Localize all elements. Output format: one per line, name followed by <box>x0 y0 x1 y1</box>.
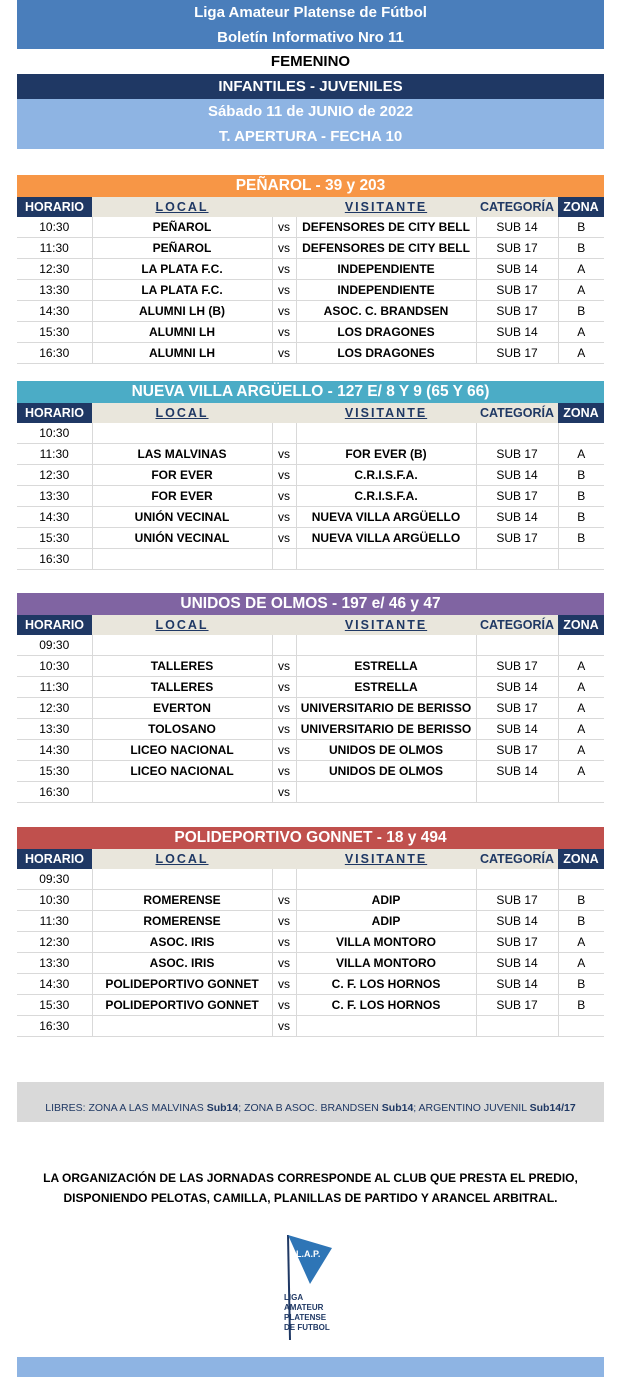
cell-zone: A <box>558 656 604 677</box>
flag-icon <box>288 1235 332 1284</box>
cell-category <box>476 635 558 656</box>
cell-category: SUB 14 <box>476 259 558 280</box>
header-visitante: VISITANTE <box>296 615 476 635</box>
cell-local: LA PLATA F.C. <box>92 259 272 280</box>
header-local: LOCAL <box>92 403 272 423</box>
table-row <box>17 465 604 486</box>
cell-vs: vs <box>272 698 296 719</box>
cell-visitor: INDEPENDIENTE <box>296 259 476 280</box>
cell-time: 14:30 <box>17 740 92 761</box>
cell-time: 11:30 <box>17 677 92 698</box>
cell-local: POLIDEPORTIVO GONNET <box>92 974 272 995</box>
cell-vs: vs <box>272 932 296 953</box>
table-row <box>17 528 604 549</box>
header-vs <box>272 197 296 217</box>
schedule-table <box>17 849 604 1037</box>
cell-vs: vs <box>272 217 296 238</box>
cell-category <box>476 1016 558 1037</box>
cell-local: LICEO NACIONAL <box>92 761 272 782</box>
header-categoria: CATEGORÍA <box>476 615 558 635</box>
venue-title: POLIDEPORTIVO GONNET - 18 y 494 <box>17 827 604 849</box>
table-row <box>17 656 604 677</box>
table-row <box>17 719 604 740</box>
header-horario: HORARIO <box>17 197 92 217</box>
cell-zone <box>558 423 604 444</box>
cell-visitor: DEFENSORES DE CITY BELL <box>296 217 476 238</box>
cell-time: 16:30 <box>17 549 92 570</box>
venue-section <box>17 175 604 364</box>
cell-time: 10:30 <box>17 890 92 911</box>
table-row <box>17 549 604 570</box>
table-header-row <box>17 849 604 869</box>
cell-category: SUB 17 <box>476 486 558 507</box>
cell-local: ROMERENSE <box>92 890 272 911</box>
cell-visitor: UNIDOS DE OLMOS <box>296 740 476 761</box>
venue-section <box>17 593 604 803</box>
cell-category: SUB 14 <box>476 465 558 486</box>
cell-category: SUB 17 <box>476 890 558 911</box>
table-row <box>17 677 604 698</box>
tournament-title: T. APERTURA - FECHA 10 <box>17 124 604 149</box>
cell-category: SUB 14 <box>476 974 558 995</box>
cell-zone: A <box>558 932 604 953</box>
cell-category: SUB 17 <box>476 444 558 465</box>
cell-vs: vs <box>272 280 296 301</box>
cell-time: 12:30 <box>17 465 92 486</box>
libres-text: ; ARGENTINO JUVENIL <box>413 1102 530 1114</box>
cell-time: 16:30 <box>17 1016 92 1037</box>
cell-visitor: C.R.I.S.F.A. <box>296 465 476 486</box>
cell-vs: vs <box>272 995 296 1016</box>
bulletin-title: Boletín Informativo Nro 11 <box>17 25 604 49</box>
cell-category <box>476 869 558 890</box>
cell-category: SUB 17 <box>476 280 558 301</box>
cell-zone: B <box>558 301 604 322</box>
organization-line: LA ORGANIZACIÓN DE LAS JORNADAS CORRESPONDE AL CLUB QUE PRESTA EL PREDIO, <box>43 1171 578 1185</box>
table-row <box>17 995 604 1016</box>
cell-zone: A <box>558 740 604 761</box>
footer-bar <box>17 1357 604 1377</box>
cell-local: PEÑAROL <box>92 238 272 259</box>
libres-bold: Sub14 <box>381 1102 414 1114</box>
cell-category: SUB 14 <box>476 719 558 740</box>
header-visitante: VISITANTE <box>296 197 476 217</box>
header-vs <box>272 615 296 635</box>
cell-vs: vs <box>272 656 296 677</box>
cell-time: 13:30 <box>17 280 92 301</box>
cell-category: SUB 14 <box>476 953 558 974</box>
cell-zone: A <box>558 444 604 465</box>
cell-time: 16:30 <box>17 782 92 803</box>
cell-vs: vs <box>272 343 296 364</box>
cell-local: LA PLATA F.C. <box>92 280 272 301</box>
cell-vs: vs <box>272 911 296 932</box>
cell-visitor: ASOC. C. BRANDSEN <box>296 301 476 322</box>
table-row <box>17 259 604 280</box>
table-row <box>17 301 604 322</box>
cell-zone <box>558 549 604 570</box>
cell-local <box>92 869 272 890</box>
cell-visitor <box>296 869 476 890</box>
cell-local <box>92 1016 272 1037</box>
cell-zone: A <box>558 259 604 280</box>
cell-vs: vs <box>272 486 296 507</box>
header-local: LOCAL <box>92 615 272 635</box>
cell-visitor: NUEVA VILLA ARGÜELLO <box>296 507 476 528</box>
table-row <box>17 343 604 364</box>
header-horario: HORARIO <box>17 849 92 869</box>
cell-zone: A <box>558 698 604 719</box>
table-row <box>17 911 604 932</box>
table-row <box>17 890 604 911</box>
cell-local: TALLERES <box>92 677 272 698</box>
cell-category: SUB 17 <box>476 932 558 953</box>
logo-line: DE FUTBOL <box>284 1323 330 1332</box>
cell-time: 15:30 <box>17 322 92 343</box>
table-row <box>17 507 604 528</box>
table-row <box>17 953 604 974</box>
header-categoria: CATEGORÍA <box>476 849 558 869</box>
cell-category: SUB 14 <box>476 322 558 343</box>
cell-category: SUB 17 <box>476 528 558 549</box>
cell-vs: vs <box>272 974 296 995</box>
cell-visitor: ADIP <box>296 911 476 932</box>
cell-zone: B <box>558 974 604 995</box>
cell-local: ASOC. IRIS <box>92 953 272 974</box>
header-vs <box>272 403 296 423</box>
cell-category: SUB 14 <box>476 217 558 238</box>
libres-text: ; ZONA B ASOC. BRANDSEN <box>238 1102 382 1114</box>
cell-zone <box>558 869 604 890</box>
cell-category <box>476 423 558 444</box>
cell-vs: vs <box>272 1016 296 1037</box>
table-header-row <box>17 197 604 217</box>
table-row <box>17 1016 604 1037</box>
cell-visitor: LOS DRAGONES <box>296 322 476 343</box>
cell-category: SUB 17 <box>476 656 558 677</box>
cell-time: 09:30 <box>17 635 92 656</box>
cell-local: ALUMNI LH <box>92 322 272 343</box>
cell-local: PEÑAROL <box>92 217 272 238</box>
cell-visitor: ESTRELLA <box>296 677 476 698</box>
cell-vs: vs <box>272 740 296 761</box>
cell-time: 15:30 <box>17 761 92 782</box>
schedule-table <box>17 403 604 570</box>
cell-time: 12:30 <box>17 259 92 280</box>
cell-visitor <box>296 549 476 570</box>
division-title: INFANTILES - JUVENILES <box>17 74 604 99</box>
category-title: FEMENINO <box>17 49 604 74</box>
cell-category: SUB 14 <box>476 677 558 698</box>
cell-vs: vs <box>272 528 296 549</box>
header-horario: HORARIO <box>17 615 92 635</box>
cell-local: ALUMNI LH (B) <box>92 301 272 322</box>
cell-local <box>92 635 272 656</box>
table-row <box>17 635 604 656</box>
table-row <box>17 698 604 719</box>
header-zona: ZONA <box>558 197 604 217</box>
cell-visitor: VILLA MONTORO <box>296 953 476 974</box>
cell-zone: B <box>558 911 604 932</box>
table-row <box>17 761 604 782</box>
cell-time: 11:30 <box>17 238 92 259</box>
cell-visitor <box>296 1016 476 1037</box>
cell-visitor: DEFENSORES DE CITY BELL <box>296 238 476 259</box>
cell-category: SUB 17 <box>476 995 558 1016</box>
table-row <box>17 974 604 995</box>
header-visitante: VISITANTE <box>296 403 476 423</box>
cell-visitor <box>296 423 476 444</box>
header-vs <box>272 849 296 869</box>
cell-time: 11:30 <box>17 911 92 932</box>
schedule-table <box>17 197 604 364</box>
cell-time: 10:30 <box>17 217 92 238</box>
table-row <box>17 238 604 259</box>
cell-vs: vs <box>272 444 296 465</box>
header-categoria: CATEGORÍA <box>476 403 558 423</box>
libres-note <box>17 1082 604 1122</box>
table-row <box>17 932 604 953</box>
cell-vs <box>272 423 296 444</box>
cell-time: 11:30 <box>17 444 92 465</box>
cell-local: UNIÓN VECINAL <box>92 507 272 528</box>
cell-category: SUB 17 <box>476 238 558 259</box>
cell-time: 12:30 <box>17 932 92 953</box>
header-local: LOCAL <box>92 849 272 869</box>
cell-vs <box>272 635 296 656</box>
venue-title: UNIDOS DE OLMOS - 197 e/ 46 y 47 <box>17 593 604 615</box>
table-header-row <box>17 403 604 423</box>
cell-vs: vs <box>272 301 296 322</box>
cell-time: 14:30 <box>17 974 92 995</box>
cell-vs: vs <box>272 953 296 974</box>
cell-time: 12:30 <box>17 698 92 719</box>
header-categoria: CATEGORÍA <box>476 197 558 217</box>
cell-zone: A <box>558 322 604 343</box>
cell-time: 13:30 <box>17 719 92 740</box>
cell-visitor: LOS DRAGONES <box>296 343 476 364</box>
cell-category: SUB 17 <box>476 740 558 761</box>
cell-visitor: ADIP <box>296 890 476 911</box>
logo-line: PLATENSE <box>284 1313 327 1322</box>
table-row <box>17 782 604 803</box>
cell-category <box>476 549 558 570</box>
cell-vs: vs <box>272 782 296 803</box>
cell-local: TALLERES <box>92 656 272 677</box>
cell-category: SUB 17 <box>476 698 558 719</box>
cell-visitor: C. F. LOS HORNOS <box>296 974 476 995</box>
cell-zone: B <box>558 995 604 1016</box>
cell-local: POLIDEPORTIVO GONNET <box>92 995 272 1016</box>
cell-local: FOR EVER <box>92 465 272 486</box>
cell-zone: B <box>558 238 604 259</box>
cell-vs: vs <box>272 322 296 343</box>
cell-vs: vs <box>272 761 296 782</box>
cell-visitor: C. F. LOS HORNOS <box>296 995 476 1016</box>
cell-vs: vs <box>272 465 296 486</box>
table-row <box>17 280 604 301</box>
cell-visitor: C.R.I.S.F.A. <box>296 486 476 507</box>
cell-visitor: UNIVERSITARIO DE BERISSO <box>296 719 476 740</box>
cell-zone: B <box>558 890 604 911</box>
cell-visitor: INDEPENDIENTE <box>296 280 476 301</box>
cell-zone <box>558 635 604 656</box>
cell-zone: B <box>558 465 604 486</box>
header-local: LOCAL <box>92 197 272 217</box>
cell-category <box>476 782 558 803</box>
cell-time: 13:30 <box>17 953 92 974</box>
cell-time: 15:30 <box>17 528 92 549</box>
cell-visitor: UNIDOS DE OLMOS <box>296 761 476 782</box>
cell-visitor: ESTRELLA <box>296 656 476 677</box>
table-row <box>17 486 604 507</box>
cell-time: 15:30 <box>17 995 92 1016</box>
cell-time: 14:30 <box>17 301 92 322</box>
table-header-row <box>17 615 604 635</box>
cell-visitor: UNIVERSITARIO DE BERISSO <box>296 698 476 719</box>
cell-time: 09:30 <box>17 869 92 890</box>
logo-line: AMATEUR <box>284 1303 324 1312</box>
logo-line: LIGA <box>284 1293 304 1302</box>
table-row <box>17 740 604 761</box>
cell-zone: A <box>558 677 604 698</box>
venue-section <box>17 827 604 1037</box>
cell-time: 13:30 <box>17 486 92 507</box>
cell-zone: B <box>558 217 604 238</box>
cell-zone <box>558 1016 604 1037</box>
libres-bold: Sub14/17 <box>529 1102 576 1114</box>
cell-local: LAS MALVINAS <box>92 444 272 465</box>
venue-title: NUEVA VILLA ARGÜELLO - 127 E/ 8 Y 9 (65 Y 66) <box>17 381 604 403</box>
libres-text: LIBRES: ZONA A LAS MALVINAS <box>45 1102 207 1114</box>
cell-vs: vs <box>272 259 296 280</box>
table-row <box>17 322 604 343</box>
cell-local: ROMERENSE <box>92 911 272 932</box>
cell-zone <box>558 782 604 803</box>
header-visitante: VISITANTE <box>296 849 476 869</box>
header-horario: HORARIO <box>17 403 92 423</box>
organization-note <box>17 1168 604 1208</box>
cell-vs: vs <box>272 507 296 528</box>
cell-local: UNIÓN VECINAL <box>92 528 272 549</box>
cell-zone: A <box>558 343 604 364</box>
logo-text <box>284 1293 330 1333</box>
cell-zone: A <box>558 953 604 974</box>
cell-local: TOLOSANO <box>92 719 272 740</box>
table-row <box>17 423 604 444</box>
cell-time: 16:30 <box>17 343 92 364</box>
cell-local: LICEO NACIONAL <box>92 740 272 761</box>
table-row <box>17 217 604 238</box>
logo-flag-text: L.A.P. <box>296 1249 321 1259</box>
cell-visitor <box>296 782 476 803</box>
cell-category: SUB 14 <box>476 761 558 782</box>
venue-section <box>17 381 604 570</box>
cell-category: SUB 14 <box>476 911 558 932</box>
table-row <box>17 444 604 465</box>
cell-zone: A <box>558 719 604 740</box>
league-title: Liga Amateur Platense de Fútbol <box>17 0 604 25</box>
cell-category: SUB 17 <box>476 301 558 322</box>
cell-zone: A <box>558 280 604 301</box>
cell-local <box>92 423 272 444</box>
cell-vs: vs <box>272 238 296 259</box>
cell-vs <box>272 869 296 890</box>
cell-local <box>92 549 272 570</box>
cell-zone: B <box>558 486 604 507</box>
cell-local: ASOC. IRIS <box>92 932 272 953</box>
cell-zone: B <box>558 528 604 549</box>
cell-visitor: VILLA MONTORO <box>296 932 476 953</box>
cell-zone: A <box>558 761 604 782</box>
cell-time: 10:30 <box>17 656 92 677</box>
header-zona: ZONA <box>558 849 604 869</box>
cell-time: 14:30 <box>17 507 92 528</box>
header-zona: ZONA <box>558 403 604 423</box>
cell-local: ALUMNI LH <box>92 343 272 364</box>
libres-bold: Sub14 <box>206 1102 239 1114</box>
cell-visitor: FOR EVER (B) <box>296 444 476 465</box>
cell-vs: vs <box>272 677 296 698</box>
cell-local <box>92 782 272 803</box>
schedule-table <box>17 615 604 803</box>
cell-category: SUB 14 <box>476 507 558 528</box>
venue-title: PEÑAROL - 39 y 203 <box>17 175 604 197</box>
cell-vs <box>272 549 296 570</box>
header-zona: ZONA <box>558 615 604 635</box>
cell-local: FOR EVER <box>92 486 272 507</box>
cell-time: 10:30 <box>17 423 92 444</box>
cell-vs: vs <box>272 890 296 911</box>
table-row <box>17 869 604 890</box>
organization-line: DISPONIENDO PELOTAS, CAMILLA, PLANILLAS DE PARTIDO Y ARANCEL ARBITRAL. <box>63 1191 558 1205</box>
cell-zone: B <box>558 507 604 528</box>
cell-vs: vs <box>272 719 296 740</box>
date-title: Sábado 11 de JUNIO de 2022 <box>17 99 604 124</box>
cell-category: SUB 17 <box>476 343 558 364</box>
cell-visitor <box>296 635 476 656</box>
cell-local: EVERTON <box>92 698 272 719</box>
cell-visitor: NUEVA VILLA ARGÜELLO <box>296 528 476 549</box>
